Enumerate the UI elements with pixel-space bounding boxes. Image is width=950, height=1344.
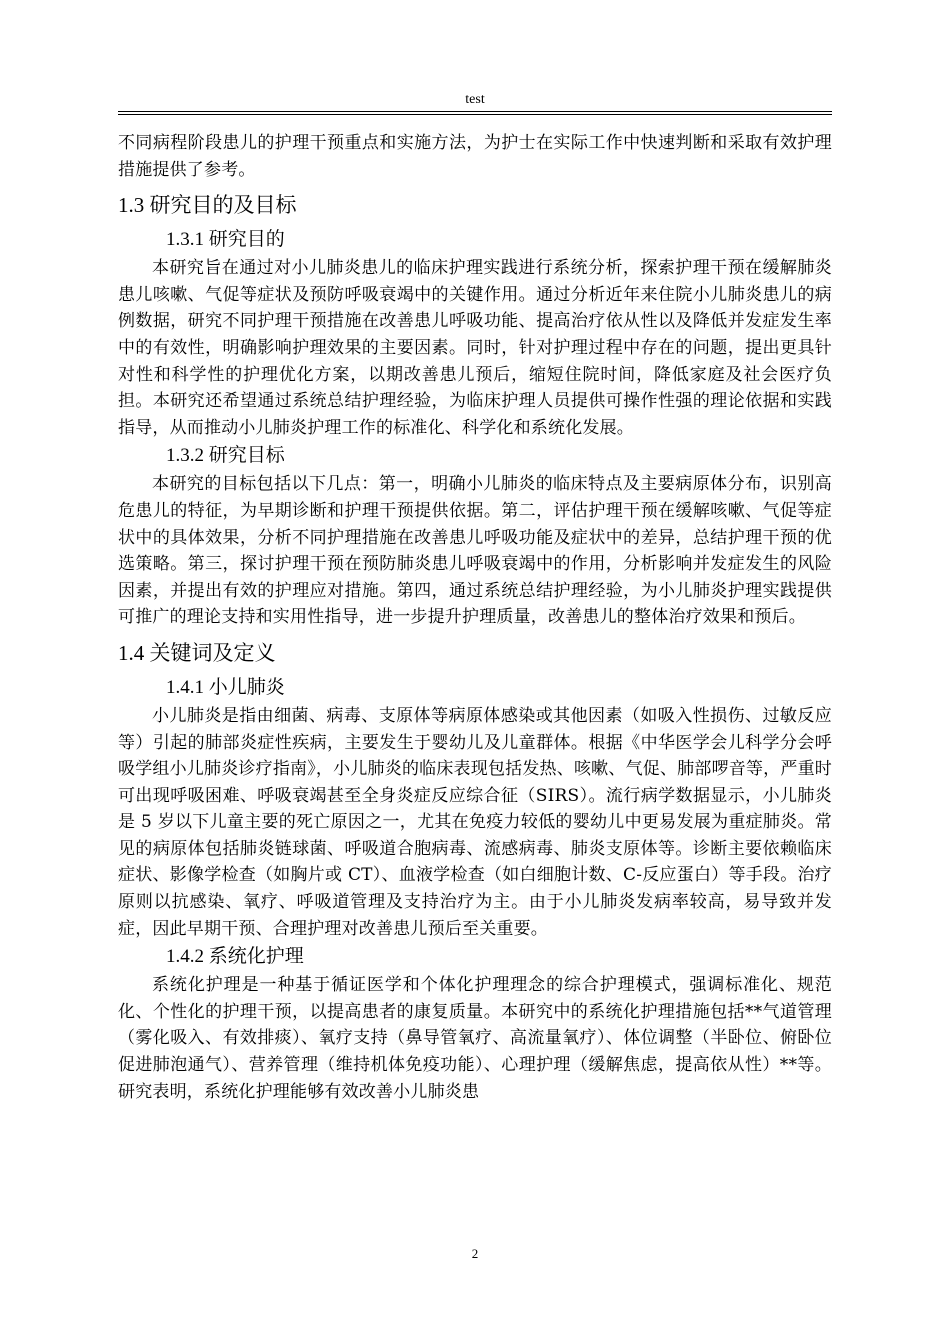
page-header: test: [465, 92, 485, 107]
paragraph-research-goals: 本研究的目标包括以下几点：第一，明确小儿肺炎的临床特点及主要病原体分布，识别高危患儿的特征，为早期诊断和护理干预提供依据。第二，评估护理干预在缓解咳嗽、气促等症状中的具体效果，分析不同护理措施在改善患儿呼吸功能及症状中的差异，总结护理干预的优选策略。第三，探讨护理干预在预防肺炎患儿呼吸衰竭中的作用，分析影响并发症发生的风险因素，并提出有效的护理应对措施。第四，通过系统总结护理经验，为小儿肺炎护理实践提供可推广的理论支持和实用性指导，进一步提升护理质量，改善患儿的整体治疗效果和预后。: [118, 474, 832, 628]
section-heading-1-4: 1.4 关键词及定义: [118, 640, 276, 665]
header-rule-top: [118, 111, 832, 112]
paragraph-research-purpose: 本研究旨在通过对小儿肺炎患儿的临床护理实践进行系统分析，探索护理干预在缓解肺炎患儿咳嗽、气促等症状及预防呼吸衰竭中的关键作用。通过分析近年来住院小儿肺炎患儿的病例数据，研究不同护理干预措施在改善患儿呼吸功能、提高治疗依从性以及降低并发症发生率中的有效性，明确影响护理效果的主要因素。同时，针对护理过程中存在的问题，提出更具针对性和科学性的护理优化方案，以期改善患儿预后，缩短住院时间，降低家庭及社会医疗负担。本研究还希望通过系统总结护理经验，为临床护理人员提供可操作性强的理论依据和实践指导，从而推动小儿肺炎护理工作的标准化、科学化和系统化发展。: [118, 258, 832, 438]
document-body: [118, 130, 832, 1105]
subsection-heading-1-4-1: 1.4.1 小儿肺炎: [166, 676, 285, 698]
paragraph-pediatric-pneumonia: 小儿肺炎是指由细菌、病毒、支原体等病原体感染或其他因素（如吸入性损伤、过敏反应等）引起的肺部炎症性疾病，主要发生于婴幼儿及儿童群体。根据《中华医学会儿科学分会呼吸学组小儿肺炎诊疗指南》，小儿肺炎的临床表现包括发热、咳嗽、气促、肺部啰音等，严重时可出现呼吸困难、呼吸衰竭甚至全身炎症反应综合征（SIRS）。流行病学数据显示，小儿肺炎是 5 岁以下儿童主要的死亡原因之一，尤其在免疫力较低的婴幼儿中更易发展为重症肺炎。常见的病原体包括肺炎链球菌、呼吸道合胞病毒、流感病毒、肺炎支原体等。诊断主要依赖临床症状、影像学检查（如胸片或 CT）、血液学检查（如白细胞计数、C-反应蛋白）等手段。治疗原则以抗感染、氧疗、呼吸道管理及支持治疗为主。由于小儿肺炎发病率较高，易导致并发症，因此早期干预、合理护理对改善患儿预后至关重要。: [118, 705, 832, 939]
subsection-heading-1-3-2: 1.3.2 研究目标: [166, 445, 285, 467]
paragraph-systematic-nursing: 系统化护理是一种基于循证医学和个体化护理理念的综合护理模式，强调标准化、规范化、个性化的护理干预，以提高患者的康复质量。本研究中的系统化护理措施包括**气道管理（雾化吸入、有效排痰）、氧疗支持（鼻导管氧疗、高流量氧疗）、体位调整（半卧位、俯卧位促进肺泡通气）、营养管理（维持机体免疫功能）、心理护理（缓解焦虑，提高依从性）**等。研究表明，系统化护理能够有效改善小儿肺炎患: [118, 975, 832, 1102]
subsection-heading-1-4-2: 1.4.2 系统化护理: [166, 946, 304, 968]
header-rule-bottom: [118, 114, 832, 115]
paragraph-continued: 不同病程阶段患儿的护理干预重点和实施方法，为护士在实际工作中快速判断和采取有效护理措施提供了参考。: [118, 133, 832, 180]
page-number: 2: [471, 1246, 479, 1261]
subsection-heading-1-3-1: 1.3.1 研究目的: [166, 229, 285, 251]
section-heading-1-3: 1.3 研究目的及目标: [118, 193, 297, 218]
